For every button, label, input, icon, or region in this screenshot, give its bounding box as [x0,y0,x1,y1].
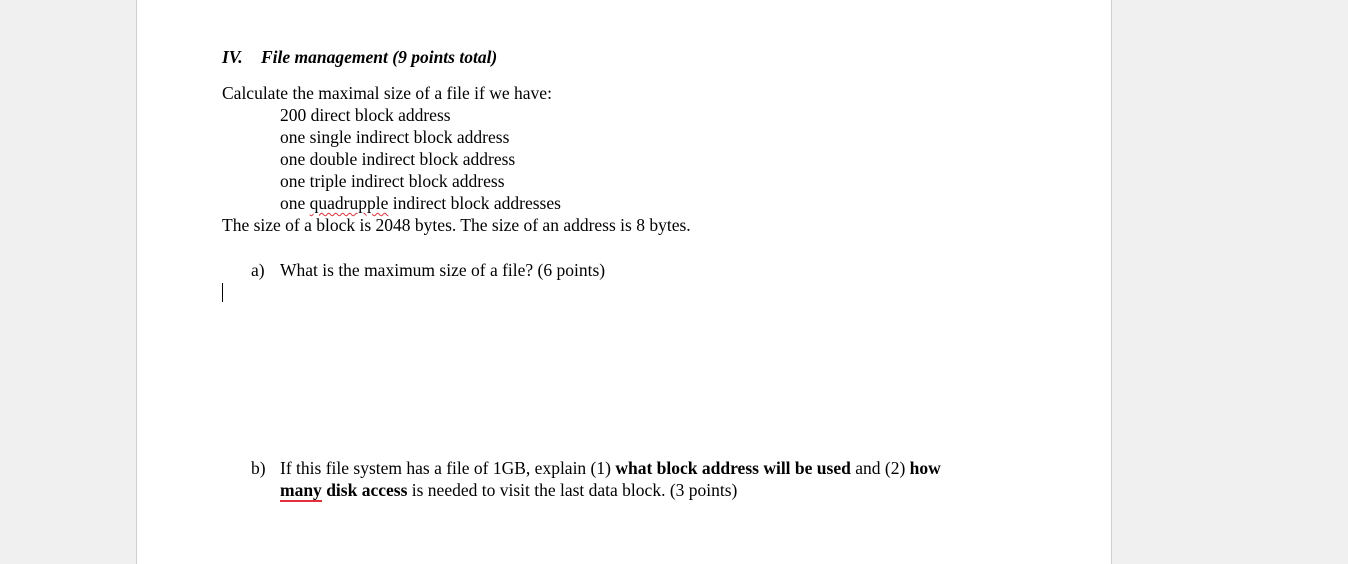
list-item [280,192,561,214]
list-item: one single indirect block address [280,127,510,147]
intro-text: Calculate the maximal size of a file if we have: [222,83,552,103]
question-b-bold: what block address will be used [615,458,851,478]
text-cursor [222,283,223,302]
question-b-line1 [280,457,941,479]
question-b-text: is needed to visit the last data block. (3 points) [407,480,738,500]
flagged-word[interactable]: many [280,480,322,500]
list-item: 200 direct block address [280,105,451,125]
section-heading [222,46,497,68]
section-title: File management (9 points total) [261,47,498,67]
question-b-bold: how [909,458,941,478]
misspelled-word[interactable]: quadrupple [309,193,389,213]
item-prefix: one [280,193,310,213]
question-b-line2 [280,479,737,501]
question-b-label: b) [251,458,266,478]
question-a-label: a) [251,260,265,280]
document-page[interactable] [136,0,1112,564]
question-b-text: If this file system has a file of 1GB, explain (1) [280,458,616,478]
question-b-text: and (2) [850,458,910,478]
list-item: one double indirect block address [280,149,516,169]
question-b-bold: disk access [321,480,408,500]
question-a-text: What is the maximum size of a file? (6 points) [280,260,606,280]
section-number: IV. [222,47,243,67]
block-size-text: The size of a block is 2048 bytes. The size of an address is 8 bytes. [222,215,691,235]
list-item: one triple indirect block address [280,171,505,191]
item-suffix: indirect block addresses [388,193,561,213]
